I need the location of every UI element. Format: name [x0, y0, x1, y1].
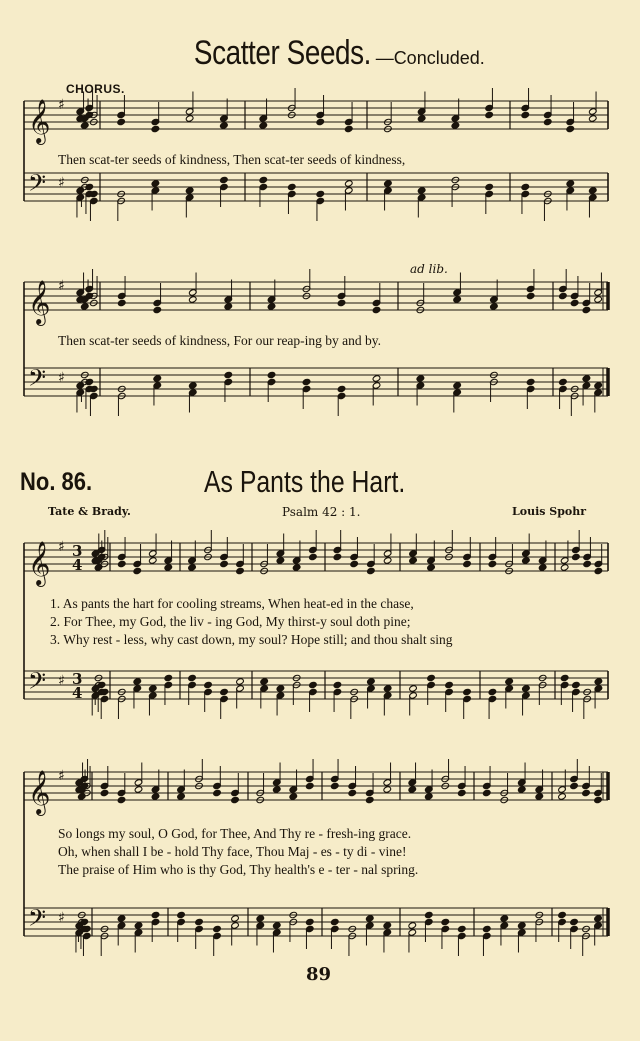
title-main: Scatter Seeds.: [194, 34, 372, 72]
note-head: [522, 557, 531, 564]
note-head: [383, 922, 392, 929]
verse-3-line-a: 3. Why rest - less, why cast down, my soul? Hope still; and thou shalt sing: [50, 632, 453, 647]
note-head: [441, 918, 450, 925]
lyricist-credit: Tate & Brady.: [48, 505, 131, 518]
verse-2-line-b: Oh, when shall I be - hold Thy face, Thou Maj - es - ty di - vine!: [58, 844, 407, 859]
note-head: [188, 296, 197, 303]
note-head: [276, 685, 285, 692]
note-head: [276, 557, 285, 564]
note-head: [77, 793, 86, 800]
note-head: [445, 681, 454, 688]
bass-clef: 𝄢: [28, 904, 47, 937]
note-head: [521, 111, 530, 118]
note-head: [185, 187, 194, 194]
note-head: [117, 560, 126, 567]
note-head: [500, 915, 509, 922]
note-head: [417, 187, 426, 194]
note-head: [463, 688, 472, 695]
note-head: [488, 560, 497, 567]
lyric-line-2: Then scat-ter seeds of kindness, For our reap-ing by and by.: [58, 333, 382, 348]
note-head: [558, 911, 567, 918]
key-sharp: ♯: [58, 370, 65, 386]
verse-2-line-a: 2. For Thee, my God, the liv - ing God, My thirst-y soul doth pine;: [50, 614, 411, 629]
key-sharp: ♯: [58, 97, 65, 113]
note-head: [333, 553, 342, 560]
chorus-label: CHORUS.: [66, 82, 125, 96]
note-head: [302, 378, 311, 385]
note-head: [582, 789, 591, 796]
note-head: [148, 685, 157, 692]
note-head: [177, 793, 186, 800]
note-head: [453, 296, 462, 303]
note-head: [365, 915, 374, 922]
note-head: [316, 118, 325, 125]
note-head: [457, 789, 466, 796]
note-head: [188, 674, 197, 681]
note-head: [213, 789, 222, 796]
note-head: [151, 911, 160, 918]
note-head: [427, 674, 436, 681]
note-head: [408, 786, 417, 793]
note-head: [134, 922, 143, 929]
note-head: [488, 688, 497, 695]
note-head: [259, 176, 268, 183]
note-head: [570, 782, 579, 789]
note-head: [259, 122, 268, 129]
bass-clef: 𝄢: [28, 169, 47, 202]
note-head: [409, 685, 418, 692]
treble-clef: 𝄞: [28, 541, 51, 585]
note-head: [76, 382, 85, 389]
note-head: [566, 180, 575, 187]
note-head: [272, 786, 281, 793]
note-head: [231, 915, 240, 922]
note-head: [559, 378, 568, 385]
note-head: [330, 782, 339, 789]
note-head: [427, 564, 436, 571]
note-head: [367, 678, 376, 685]
note-head: [566, 125, 575, 132]
note-head: [117, 299, 126, 306]
time-signature-bottom: 4: [72, 556, 83, 574]
note-head: [330, 918, 339, 925]
note-head: [522, 685, 531, 692]
note-head: [350, 560, 359, 567]
key-sharp: ♯: [58, 910, 65, 926]
note-head: [134, 786, 143, 793]
note-head: [344, 125, 353, 132]
note-head: [117, 915, 126, 922]
lyric-line-1: Then scat-ter seeds of kindness, Then scat-ter seeds of kindness,: [58, 152, 406, 167]
note-head: [408, 922, 417, 929]
note-head: [220, 688, 229, 695]
note-head: [117, 796, 126, 803]
note-head: [100, 789, 109, 796]
note-head: [333, 681, 342, 688]
note-head: [521, 183, 530, 190]
note-head: [272, 922, 281, 929]
note-head: [535, 793, 544, 800]
note-head: [133, 567, 142, 574]
note-head: [164, 564, 173, 571]
note-head: [572, 553, 581, 560]
note-head: [164, 674, 173, 681]
note-head: [305, 918, 314, 925]
note-head: [292, 564, 301, 571]
note-head: [490, 303, 499, 310]
note-head: [220, 560, 229, 567]
time-signature-top: 3: [72, 542, 83, 560]
note-head: [309, 681, 318, 688]
note-head: [526, 378, 535, 385]
note-head: [220, 176, 229, 183]
note-head: [337, 299, 346, 306]
note-head: [526, 292, 535, 299]
note-head: [287, 183, 296, 190]
verse-3-line-b: The praise of Him who is thy God, Thy health's e - ter - nal spring.: [58, 862, 419, 877]
note-head: [236, 567, 245, 574]
treble-clef: 𝄞: [28, 770, 51, 814]
note-head: [148, 557, 157, 564]
note-head: [543, 118, 552, 125]
note-head: [482, 925, 491, 932]
verse-1-line-a: 1. As pants the hart for cooling streams, When heat-ed in the chase,: [50, 596, 414, 611]
note-head: [582, 306, 591, 313]
note-head: [416, 375, 425, 382]
composer-credit: Louis Spohr: [512, 505, 587, 518]
hymn-title-as-pants-the-hart: As Pants the Hart.: [204, 464, 406, 499]
note-head: [188, 564, 197, 571]
note-head: [457, 925, 466, 932]
note-head: [220, 122, 229, 129]
note-head: [372, 375, 381, 382]
note-head: [594, 567, 603, 574]
key-sharp: ♯: [58, 278, 65, 294]
note-head: [409, 557, 418, 564]
note-head: [337, 385, 346, 392]
note-head: [80, 122, 89, 129]
note-head: [417, 115, 426, 122]
time-signature-bottom: 4: [72, 684, 83, 702]
note-head: [151, 125, 160, 132]
note-head: [267, 303, 276, 310]
note-head: [372, 306, 381, 313]
note-head: [309, 553, 318, 560]
note-head: [213, 925, 222, 932]
note-head: [485, 111, 494, 118]
note-head: [505, 678, 514, 685]
key-sharp: ♯: [58, 673, 65, 689]
key-sharp: ♯: [58, 175, 65, 191]
note-head: [588, 187, 597, 194]
note-head: [316, 190, 325, 197]
note-head: [344, 180, 353, 187]
note-head: [195, 918, 204, 925]
note-head: [305, 782, 314, 789]
bass-clef: 𝄢: [28, 667, 47, 700]
note-head: [583, 560, 592, 567]
note-head: [267, 371, 276, 378]
note-head: [224, 371, 233, 378]
note-head: [482, 789, 491, 796]
note-head: [153, 306, 162, 313]
note-head: [517, 922, 526, 929]
note-head: [570, 918, 579, 925]
note-head: [365, 796, 374, 803]
note-head: [558, 793, 567, 800]
note-head: [383, 557, 392, 564]
time-signature-top: 3: [72, 670, 83, 688]
note-head: [424, 911, 433, 918]
page-number: 89: [306, 964, 332, 985]
note-head: [451, 122, 460, 129]
note-head: [517, 786, 526, 793]
note-head: [289, 793, 298, 800]
key-sharp: ♯: [58, 768, 65, 784]
note-head: [177, 911, 186, 918]
ad-lib-marking: ad lib.: [410, 262, 448, 276]
note-head: [594, 796, 603, 803]
note-head: [594, 915, 603, 922]
note-head: [559, 292, 568, 299]
hymn-number: No. 86.: [20, 468, 93, 496]
note-head: [453, 382, 462, 389]
note-head: [572, 681, 581, 688]
note-head: [594, 296, 603, 303]
note-head: [117, 118, 126, 125]
key-sharp: ♯: [58, 539, 65, 555]
note-head: [348, 789, 357, 796]
treble-clef: 𝄞: [28, 99, 51, 143]
note-head: [383, 786, 392, 793]
note-head: [538, 564, 547, 571]
note-head: [582, 375, 591, 382]
note-head: [80, 303, 89, 310]
note-head: [151, 180, 160, 187]
treble-clef: 𝄞: [28, 280, 51, 324]
note-head: [151, 793, 160, 800]
note-head: [485, 183, 494, 190]
note-head: [588, 115, 597, 122]
note-head: [76, 187, 85, 194]
note-head: [367, 567, 376, 574]
note-head: [260, 678, 269, 685]
note-head: [560, 674, 569, 681]
note-head: [133, 678, 142, 685]
verse-1-line-b: So longs my soul, O God, for Thee, And Thy re - fresh-ing grace.: [58, 826, 412, 841]
note-head: [185, 115, 194, 122]
note-head: [224, 303, 233, 310]
title-suffix: —Concluded.: [375, 48, 485, 68]
note-head: [463, 560, 472, 567]
note-head: [204, 681, 213, 688]
note-head: [560, 564, 569, 571]
scripture-reference: Psalm 42 : 1.: [282, 505, 361, 519]
note-head: [236, 678, 245, 685]
note-head: [231, 796, 240, 803]
note-head: [570, 299, 579, 306]
note-head: [594, 382, 603, 389]
note-head: [383, 685, 392, 692]
note-head: [594, 678, 603, 685]
note-head: [384, 180, 393, 187]
note-head: [256, 915, 265, 922]
note-head: [188, 382, 197, 389]
note-head: [153, 375, 162, 382]
note-head: [424, 793, 433, 800]
bass-clef: 𝄢: [28, 364, 47, 397]
